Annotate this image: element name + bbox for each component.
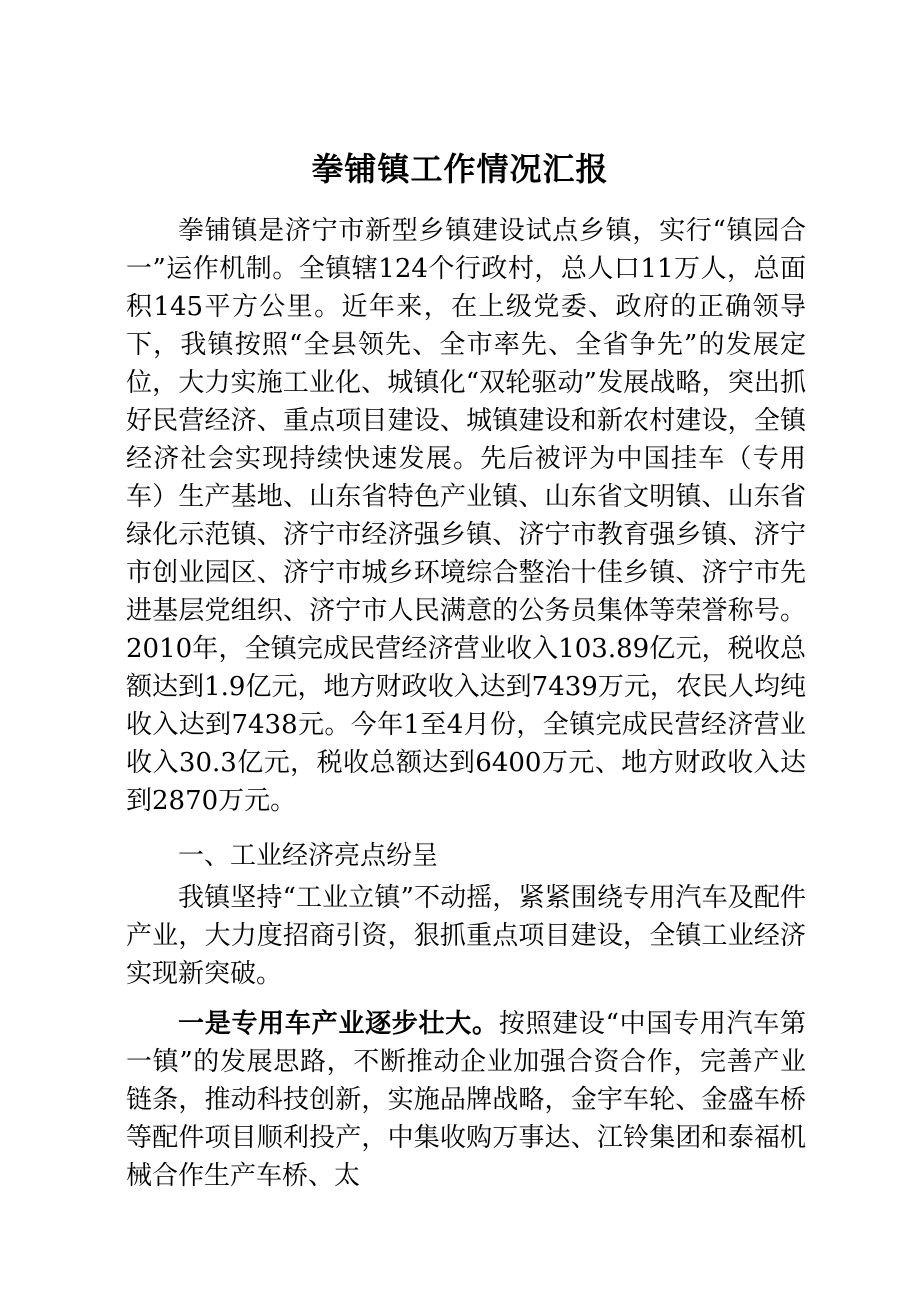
section-heading: 一、工业经济亮点纷呈	[178, 841, 439, 871]
point-one-lead: 一是专用车产业逐步壮大。	[178, 1009, 499, 1039]
section-intro-paragraph: 我镇坚持“工业立镇”不动摇，紧紧围绕专用汽车及配件产业，大力度招商引资，狠抓重点项目建设，全镇工业经济实现新突破。	[126, 883, 806, 989]
intro-paragraph: 拳铺镇是济宁市新型乡镇建设试点乡镇，实行“镇园合一”运作机制。全镇辖124个行政村，总人口11万人，总面积145平方公里。近年来，在上级党委、政府的正确领导下，我镇按照“全县领先、全市率先、全省争先”的发展定位，大力实施工业化、城镇化“双轮驱动”发展战略，突出抓好民营经济、重点项目建设、城镇建设和新农村建设，全镇经济社会实现持续快速发展。先后被评为中国挂车（专用车）生产基地、山东省特色产业镇、山东省文明镇、山东省绿化示范镇、济宁市经济强乡镇、济宁市教育强乡镇、济宁市创业园区、济宁市城乡环境综合整治十佳乡镇、济宁市先进基层党组织、济宁市人民满意的公务员集体等荣誉称号。2010年，全镇完成民营经济营业收入103.89亿元，税收总额达到1.9亿元，地方财政收入达到7439万元，农民人均纯收入达到7438元。今年1至4月份，全镇完成民营经济营业收入30.3亿元，税收总额达到6400万元、地方财政收入达到2870万元。	[126, 216, 806, 816]
point-one-text: 按照建设“中国专用汽车第一镇”的发展思路，不断推动企业加强合资合作，完善产业链条，推动科技创新，实施品牌战略，金宇车轮、金盛车桥等配件项目顺利投产，中集收购万事达、江铃集团和泰福机械合作生产车桥、太	[126, 1009, 806, 1191]
document-title: 拳铺镇工作情况汇报	[311, 150, 609, 189]
document-body	[126, 212, 806, 1265]
point-one-paragraph	[126, 1005, 806, 1265]
